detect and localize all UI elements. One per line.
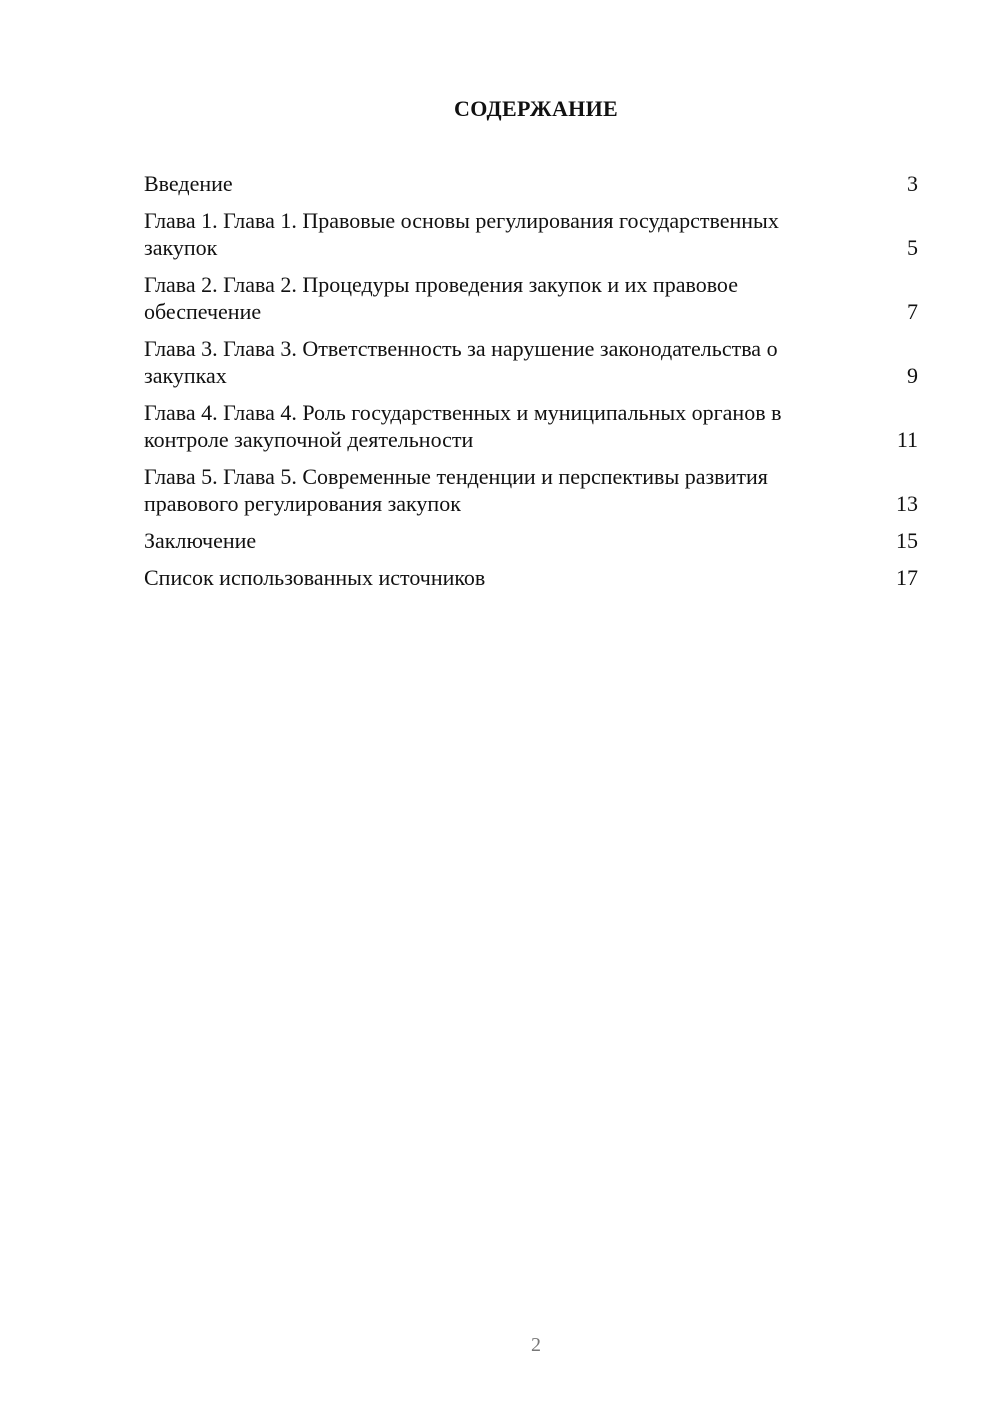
toc-entry-text: Глава 2. Глава 2. Процедуры проведения закупок и их правовое обеспечение [144, 272, 738, 324]
toc-entry-conclusion[interactable] [144, 527, 918, 554]
toc-entry-page: 15 [896, 528, 918, 553]
toc-entry-chapter-5[interactable] [144, 463, 918, 517]
toc-title: СОДЕРЖАНИЕ [454, 96, 618, 121]
toc-list [144, 170, 918, 601]
toc-entry-page: 7 [907, 299, 918, 324]
toc-entry-text: Введение [144, 171, 233, 196]
toc-entry-page: 5 [907, 235, 918, 260]
toc-entry-chapter-2[interactable] [144, 271, 918, 325]
toc-entry-references[interactable] [144, 564, 918, 591]
toc-entry-page: 11 [896, 427, 918, 452]
toc-entry-page: 13 [896, 491, 918, 516]
toc-entry-text: Глава 4. Глава 4. Роль государственных и муниципальных органов в контроле закупочной деятельности [144, 400, 782, 452]
toc-entry-chapter-4[interactable] [144, 399, 918, 453]
page-number: 2 [531, 1334, 541, 1356]
toc-entry-text: Список использованных источников [144, 565, 486, 590]
toc-entry-page: 3 [907, 171, 918, 196]
toc-entry-chapter-1[interactable] [144, 207, 918, 261]
toc-entry-introduction[interactable] [144, 170, 918, 197]
toc-entry-page: 17 [896, 565, 918, 590]
toc-entry-text: Глава 5. Глава 5. Современные тенденции и перспективы развития правового регулирования закупок [144, 464, 768, 516]
toc-entry-text: Заключение [144, 528, 257, 553]
toc-entry-page: 9 [907, 363, 918, 388]
toc-entry-chapter-3[interactable] [144, 335, 918, 389]
toc-entry-text: Глава 1. Глава 1. Правовые основы регулирования государственных закупок [144, 208, 779, 260]
toc-entry-text: Глава 3. Глава 3. Ответственность за нарушение законодательства о закупках [144, 336, 778, 388]
